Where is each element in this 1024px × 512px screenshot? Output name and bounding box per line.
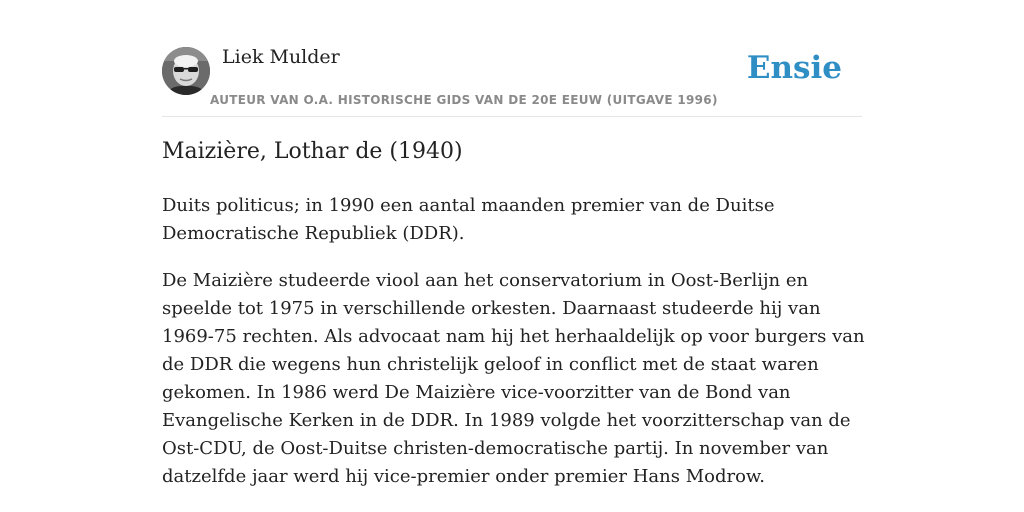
article-paragraph: De Maizière studeerde viool aan het conservatorium in Oost-Berlijn en speelde tot 1975 in verschillende orkesten. Daarnaast studeerde hij van 1969-75 rechten. Als advocaat nam hij het herhaaldelijk op voor burgers van de DDR die wegens hun christelijk geloof in conflict met de staat waren gekomen. In 1986 werd De Maizière vice-voorzitter van de Bond van Evangelische Kerken in de DDR. In 1989 volgde het voorzitterschap van de Ost-CDU, de Oost-Duitse christen-democratische partij. In november van datzelfde jaar werd hij vice-premier onder premier Hans Modrow. bbox=[162, 270, 865, 487]
ensie-logo-link[interactable]: Ensie bbox=[746, 50, 842, 86]
author-avatar[interactable] bbox=[162, 47, 210, 95]
author-photo-icon bbox=[162, 47, 210, 95]
article-paragraph: Duits politicus; in 1990 een aantal maanden premier van de Duitse Democratische Republiek (DDR). bbox=[162, 195, 775, 244]
article-title: Maizière, Lothar de (1940) bbox=[162, 139, 463, 164]
author-name[interactable]: Liek Mulder bbox=[222, 46, 340, 68]
article-body bbox=[162, 192, 872, 510]
author-description: AUTEUR VAN O.A. HISTORISCHE GIDS VAN DE 20E EEUW (UITGAVE 1996) bbox=[210, 93, 718, 107]
author-header bbox=[162, 40, 862, 117]
